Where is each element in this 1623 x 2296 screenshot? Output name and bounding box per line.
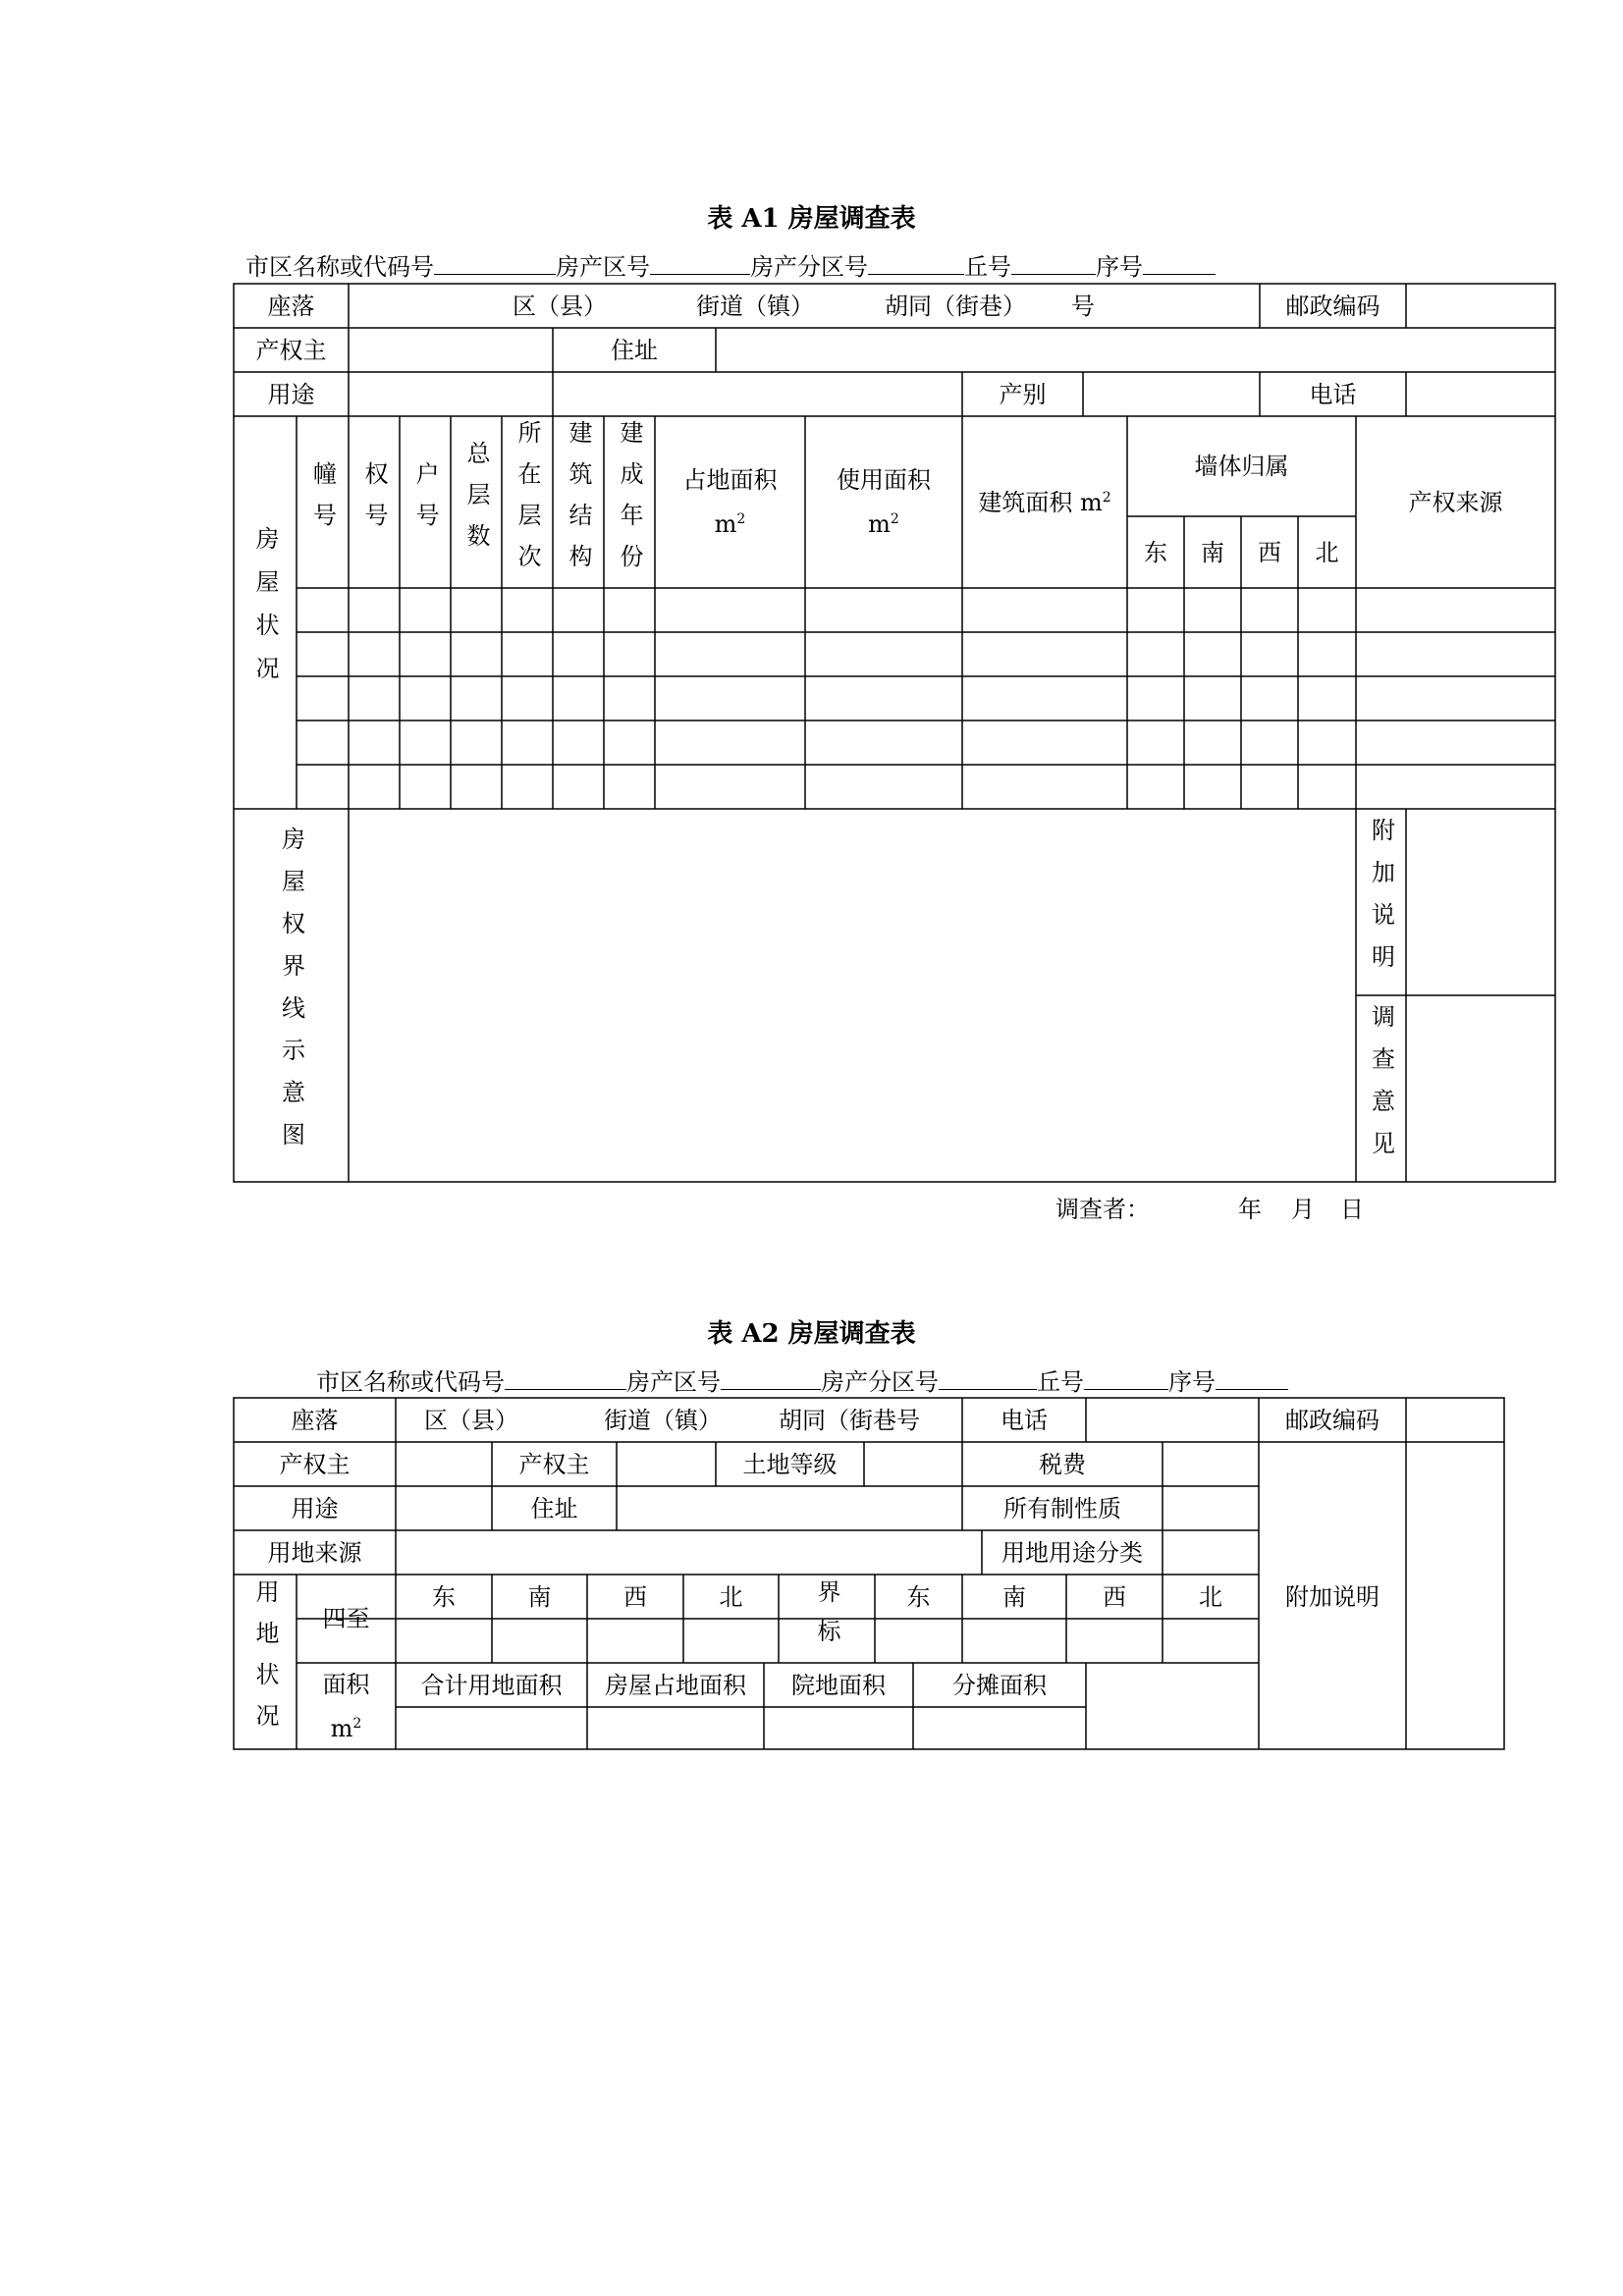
a2-owner-label: 产权主 — [279, 1450, 351, 1478]
a2-marker-south: 南 — [1002, 1582, 1026, 1611]
owner-label: 产权主 — [255, 336, 327, 364]
table-a1-title: 表 A1 房屋调查表 — [707, 204, 916, 234]
a2-ownership-label: 所有制性质 — [1003, 1494, 1121, 1522]
a2-city-code-label: 市区名称或代码号 — [316, 1368, 505, 1396]
boundary-diagram-label: 房屋权界线示意图 — [277, 827, 305, 1164]
a2-notes-label: 附加说明 — [1285, 1582, 1380, 1611]
district-no-label: 房产区号 — [556, 253, 650, 281]
a2-shared-area: 分摊面积 — [952, 1671, 1047, 1699]
table-a2-title: 表 A2 房屋调查表 — [707, 1319, 916, 1349]
a2-owner-label-2: 产权主 — [518, 1450, 590, 1478]
location-district: 区（县） — [513, 292, 607, 320]
a2-south: 南 — [527, 1582, 552, 1611]
col-wall-north: 北 — [1315, 538, 1339, 566]
a2-house-land-area: 房屋占地面积 — [605, 1671, 746, 1699]
col-wall: 墙体归属 — [1194, 453, 1289, 480]
a2-total-land-area: 合计用地面积 — [420, 1671, 563, 1699]
a2-marker-north: 北 — [1199, 1582, 1222, 1611]
location-street: 街道（镇） — [696, 292, 814, 320]
col-land-area: 占地面积 $m^2$ — [682, 466, 778, 538]
location-label: 座落 — [267, 292, 315, 320]
col-wall-south: 南 — [1201, 538, 1224, 566]
a2-land-status-label: 用地状况 — [251, 1579, 279, 1744]
postcode-label: 邮政编码 — [1285, 292, 1380, 320]
col-year-built: 建成年份 — [616, 419, 643, 585]
a2-location-street: 街道（镇） — [604, 1406, 722, 1434]
col-total-floors: 总层数 — [462, 440, 490, 564]
col-household-no: 户号 — [411, 460, 439, 544]
a2-location-district: 区（县） — [424, 1406, 518, 1434]
category-label: 产别 — [999, 380, 1047, 408]
a1-opinion-label: 调查意见 — [1367, 1004, 1395, 1173]
a2-district-no-label: 房产区号 — [626, 1368, 721, 1396]
a2-serial-no-label: 序号 — [1168, 1368, 1216, 1396]
a2-boundaries-label: 四至 — [322, 1605, 370, 1632]
col-floor: 所在层次 — [514, 419, 541, 585]
a2-location-lane: 胡同（街巷号 — [779, 1406, 920, 1434]
use-label: 用途 — [267, 380, 315, 408]
surveyor-label: 调查者： — [1055, 1196, 1150, 1223]
a2-yard-area: 院地面积 — [791, 1671, 886, 1699]
a2-land-use-class-label: 用地用途分类 — [1001, 1538, 1143, 1567]
address-label: 住址 — [611, 336, 658, 364]
a2-west: 西 — [623, 1582, 647, 1611]
serial-no-label: 序号 — [1096, 253, 1143, 281]
hill-no-label: 丘号 — [964, 253, 1011, 281]
a2-land-source-label: 用地来源 — [267, 1538, 362, 1567]
a1-notes-label: 附加说明 — [1367, 818, 1395, 987]
city-code-label: 市区名称或代码号 — [245, 253, 434, 281]
a2-marker-label: 界标 — [813, 1579, 840, 1658]
a2-marker-west: 西 — [1103, 1582, 1126, 1611]
col-right-no: 权号 — [360, 460, 388, 544]
a2-marker-east: 东 — [906, 1582, 931, 1611]
a2-location-label: 座落 — [291, 1406, 339, 1434]
col-use-area: 使用面积 $m^2$ — [837, 466, 931, 538]
col-structure: 建筑结构 — [565, 419, 592, 585]
location-lane: 胡同（街巷） — [885, 292, 1026, 320]
phone-label: 电话 — [1309, 380, 1357, 408]
a2-tax-label: 税费 — [1039, 1450, 1086, 1478]
a2-address-label: 住址 — [530, 1494, 578, 1522]
a2-area-label: 面积 $m^2$ — [322, 1670, 370, 1742]
a2-land-grade-label: 土地等级 — [742, 1450, 838, 1478]
a2-east: 东 — [432, 1582, 456, 1611]
house-status-label: 房屋状况 — [251, 526, 279, 699]
col-building-no: 幢号 — [308, 460, 337, 544]
col-source: 产权来源 — [1408, 488, 1503, 516]
a2-postcode-label: 邮政编码 — [1285, 1406, 1380, 1434]
col-wall-west: 西 — [1258, 538, 1281, 566]
a2-subdistrict-no-label: 房产分区号 — [821, 1368, 939, 1396]
location-number: 号 — [1071, 292, 1095, 320]
a2-phone-label: 电话 — [1001, 1406, 1048, 1434]
footer-year: 年 — [1238, 1196, 1262, 1223]
footer-month: 月 — [1291, 1196, 1315, 1223]
col-wall-east: 东 — [1144, 538, 1167, 566]
a2-hill-no-label: 丘号 — [1037, 1368, 1084, 1396]
col-build-area: 建筑面积 $m^2$ — [978, 488, 1111, 516]
a2-use-label: 用途 — [291, 1494, 339, 1522]
a2-north: 北 — [719, 1582, 743, 1611]
footer-day: 日 — [1340, 1196, 1364, 1223]
subdistrict-no-label: 房产分区号 — [750, 253, 868, 281]
